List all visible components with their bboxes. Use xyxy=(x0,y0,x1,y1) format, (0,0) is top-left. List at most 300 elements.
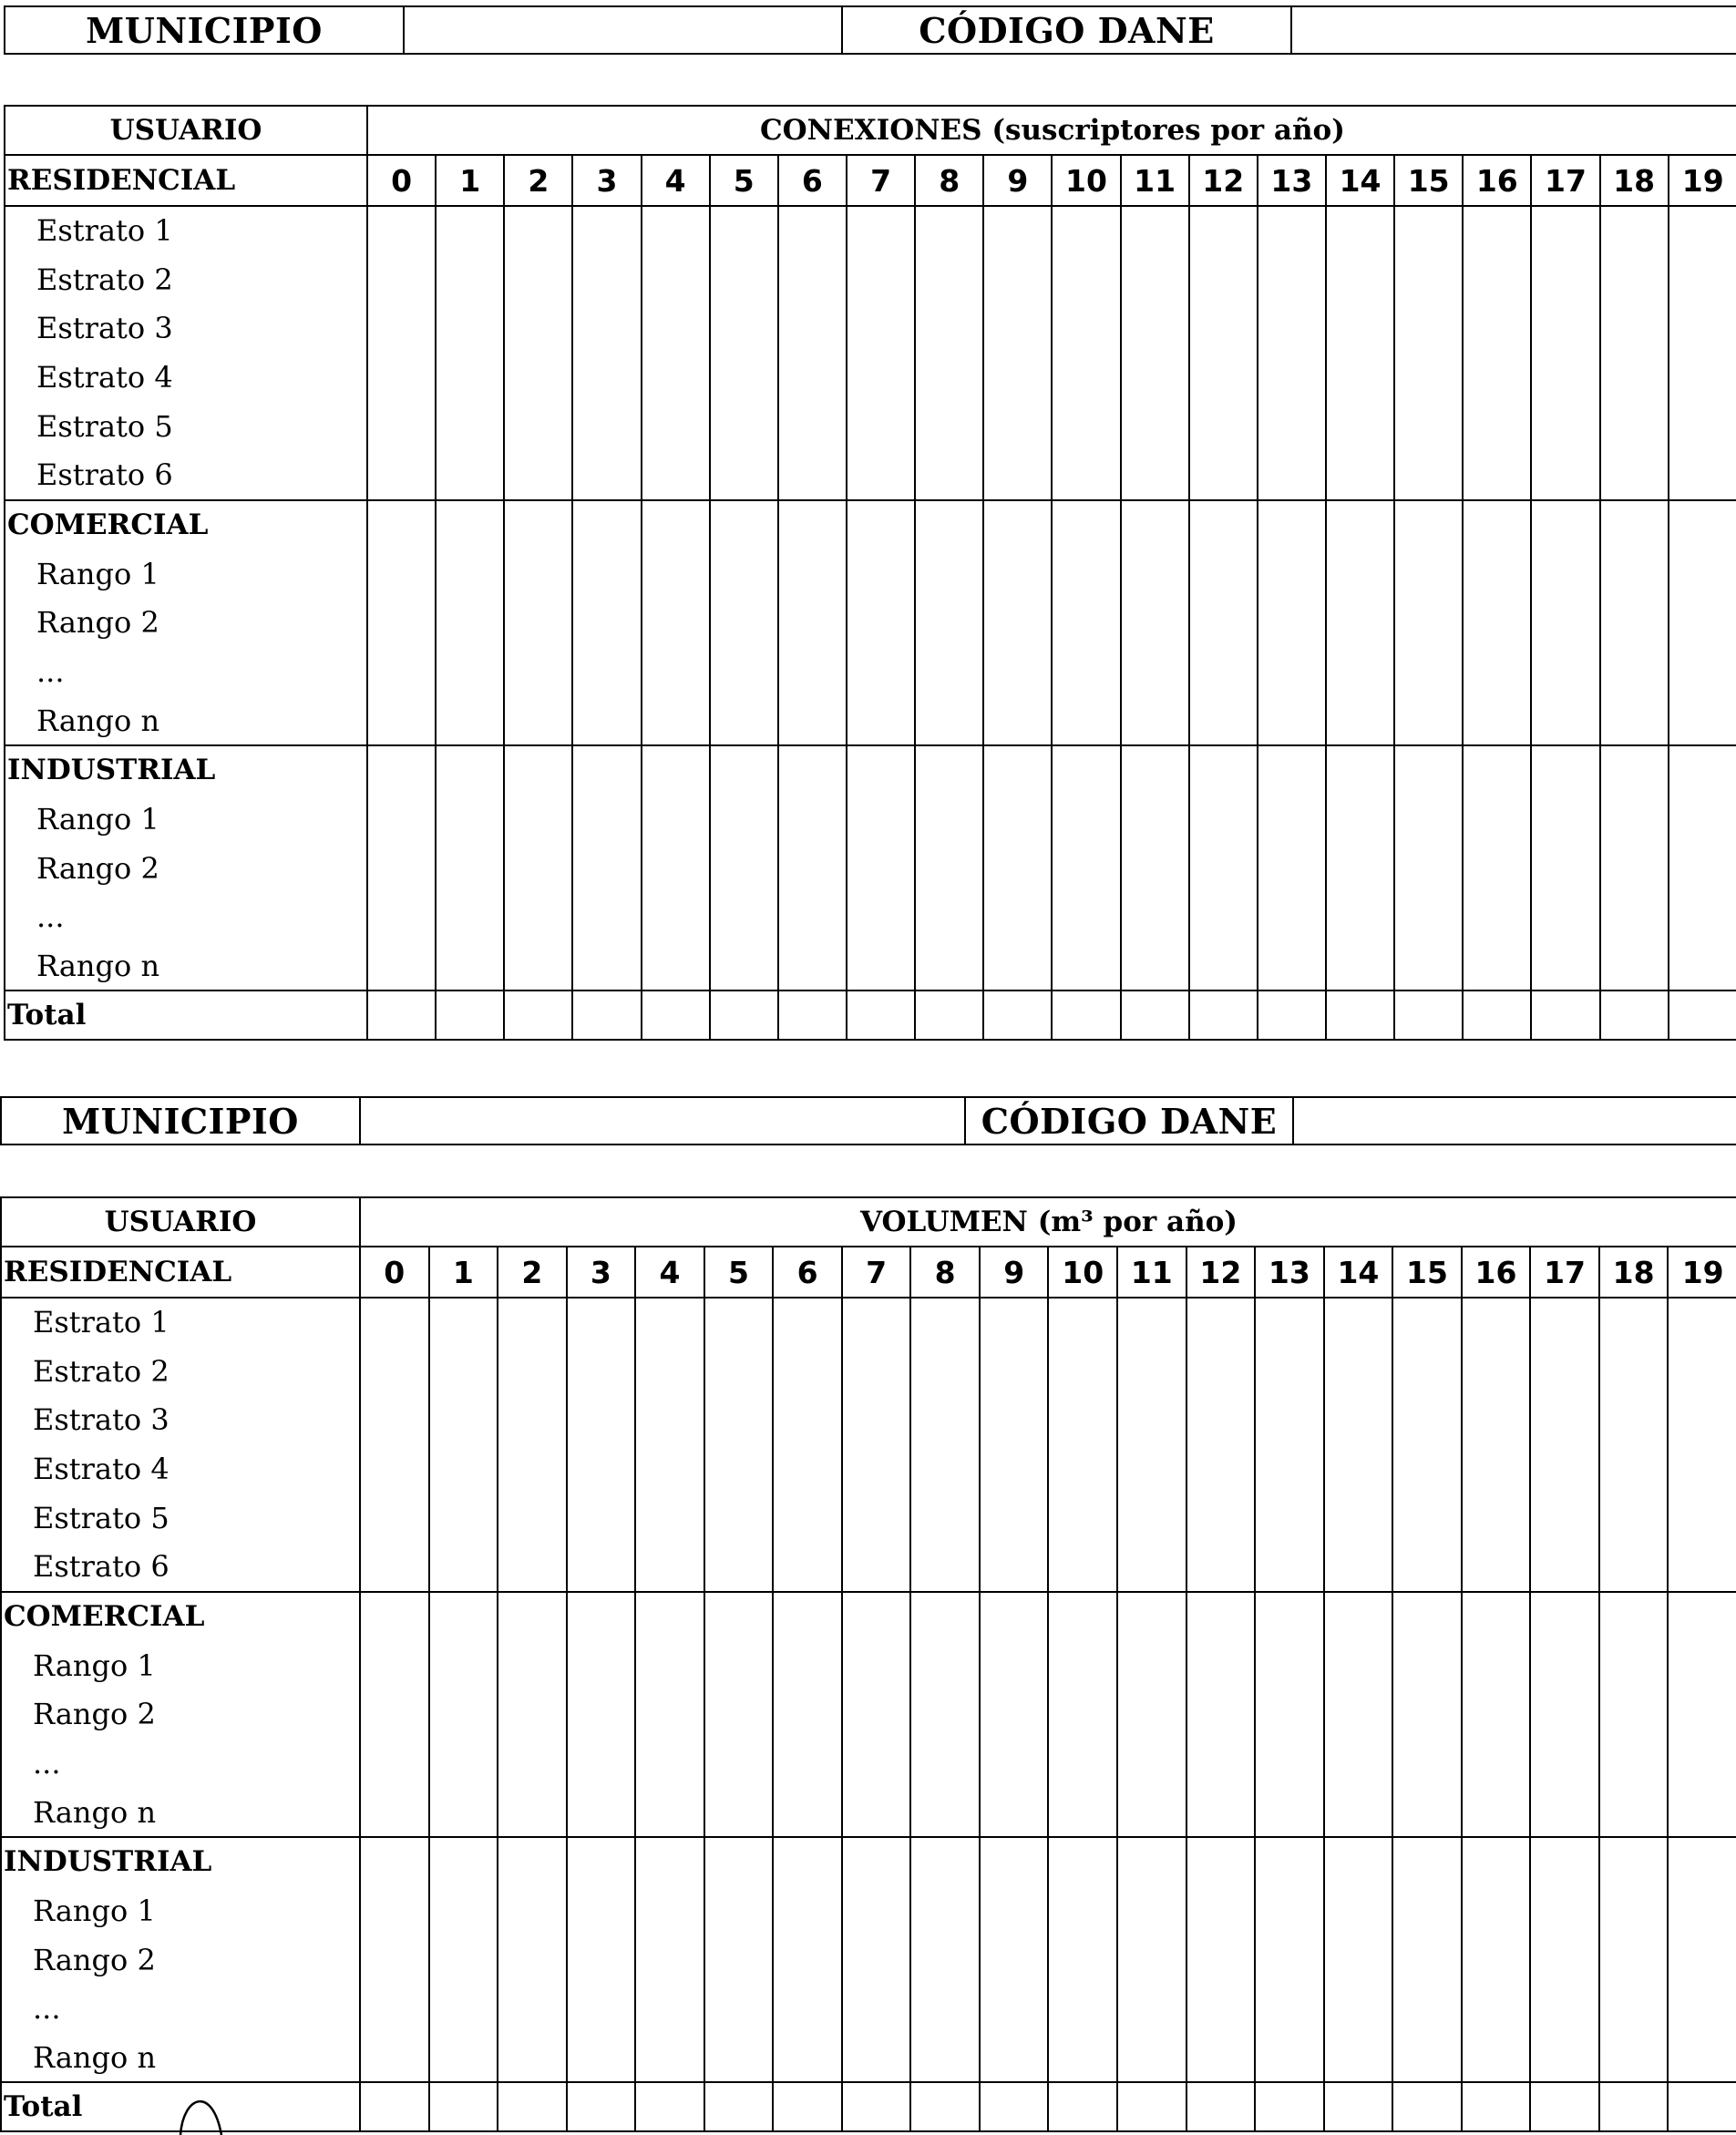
data-cell[interactable] xyxy=(1048,1690,1117,1740)
data-cell[interactable] xyxy=(1462,2033,1531,2082)
data-cell[interactable] xyxy=(704,1493,774,1543)
data-cell[interactable] xyxy=(1531,255,1599,304)
data-cell[interactable] xyxy=(1599,1444,1669,1493)
data-cell[interactable] xyxy=(367,206,436,255)
data-cell[interactable] xyxy=(1117,1985,1186,2034)
data-cell[interactable] xyxy=(710,500,778,549)
data-cell[interactable] xyxy=(1531,647,1599,696)
data-cell[interactable] xyxy=(572,353,641,402)
data-cell[interactable] xyxy=(1531,402,1599,451)
data-cell[interactable] xyxy=(367,549,436,599)
data-cell[interactable] xyxy=(567,1837,636,1886)
data-cell[interactable] xyxy=(1258,206,1326,255)
data-cell[interactable] xyxy=(567,1641,636,1690)
data-cell[interactable] xyxy=(1392,1641,1462,1690)
data-cell[interactable] xyxy=(1117,1935,1186,1985)
data-cell[interactable] xyxy=(1258,991,1326,1040)
data-cell[interactable] xyxy=(367,745,436,795)
data-cell[interactable] xyxy=(1326,255,1394,304)
data-cell[interactable] xyxy=(915,402,983,451)
data-cell[interactable] xyxy=(1117,1298,1186,1347)
data-cell[interactable] xyxy=(567,1592,636,1641)
data-cell[interactable] xyxy=(1394,304,1463,354)
data-cell[interactable] xyxy=(842,1985,911,2034)
data-cell[interactable] xyxy=(1669,599,1736,648)
data-cell[interactable] xyxy=(1669,941,1736,991)
data-cell[interactable] xyxy=(1189,500,1258,549)
data-cell[interactable] xyxy=(1530,1837,1599,1886)
data-cell[interactable] xyxy=(910,1739,980,1788)
data-cell[interactable] xyxy=(429,1690,498,1740)
data-cell[interactable] xyxy=(1668,1396,1736,1445)
data-cell[interactable] xyxy=(1600,599,1669,648)
data-cell[interactable] xyxy=(1668,1543,1736,1592)
data-cell[interactable] xyxy=(1189,647,1258,696)
data-cell[interactable] xyxy=(1258,745,1326,795)
data-cell[interactable] xyxy=(1600,647,1669,696)
data-cell[interactable] xyxy=(1121,745,1189,795)
data-cell[interactable] xyxy=(642,844,710,893)
data-cell[interactable] xyxy=(1186,1298,1256,1347)
data-cell[interactable] xyxy=(842,1543,911,1592)
data-cell[interactable] xyxy=(360,1690,429,1740)
data-cell[interactable] xyxy=(1186,1935,1256,1985)
data-cell[interactable] xyxy=(1189,745,1258,795)
data-cell[interactable] xyxy=(1052,991,1120,1040)
data-cell[interactable] xyxy=(710,745,778,795)
data-cell[interactable] xyxy=(1600,549,1669,599)
data-cell[interactable] xyxy=(710,255,778,304)
data-cell[interactable] xyxy=(980,1592,1049,1641)
data-cell[interactable] xyxy=(842,1690,911,1740)
data-cell[interactable] xyxy=(1052,206,1120,255)
data-cell[interactable] xyxy=(1186,1396,1256,1445)
data-cell[interactable] xyxy=(910,1396,980,1445)
data-cell[interactable] xyxy=(1392,1396,1462,1445)
data-cell[interactable] xyxy=(567,1935,636,1985)
data-cell[interactable] xyxy=(847,844,915,893)
data-cell[interactable] xyxy=(910,1592,980,1641)
data-cell[interactable] xyxy=(1048,2082,1117,2131)
data-cell[interactable] xyxy=(1392,1543,1462,1592)
data-cell[interactable] xyxy=(1462,1788,1531,1837)
data-cell[interactable] xyxy=(1668,1493,1736,1543)
data-cell[interactable] xyxy=(1599,1641,1669,1690)
data-cell[interactable] xyxy=(1531,795,1599,844)
data-cell[interactable] xyxy=(1255,1985,1324,2034)
data-cell[interactable] xyxy=(1462,1396,1531,1445)
data-cell[interactable] xyxy=(1600,402,1669,451)
data-cell[interactable] xyxy=(1394,599,1463,648)
data-cell[interactable] xyxy=(1463,549,1531,599)
data-cell[interactable] xyxy=(1600,941,1669,991)
data-cell[interactable] xyxy=(1121,206,1189,255)
data-cell[interactable] xyxy=(367,795,436,844)
codigo-dane-field[interactable] xyxy=(1294,1098,1736,1144)
data-cell[interactable] xyxy=(915,893,983,942)
data-cell[interactable] xyxy=(1052,745,1120,795)
data-cell[interactable] xyxy=(1462,1543,1531,1592)
data-cell[interactable] xyxy=(773,1592,842,1641)
data-cell[interactable] xyxy=(1394,402,1463,451)
data-cell[interactable] xyxy=(1121,795,1189,844)
data-cell[interactable] xyxy=(1599,1493,1669,1543)
codigo-dane-field[interactable] xyxy=(1292,7,1736,53)
data-cell[interactable] xyxy=(498,1592,567,1641)
data-cell[interactable] xyxy=(642,451,710,500)
data-cell[interactable] xyxy=(1394,991,1463,1040)
data-cell[interactable] xyxy=(983,255,1052,304)
data-cell[interactable] xyxy=(1326,941,1394,991)
data-cell[interactable] xyxy=(910,1298,980,1347)
data-cell[interactable] xyxy=(704,1641,774,1690)
data-cell[interactable] xyxy=(778,745,847,795)
data-cell[interactable] xyxy=(842,1298,911,1347)
data-cell[interactable] xyxy=(1600,304,1669,354)
data-cell[interactable] xyxy=(1669,893,1736,942)
data-cell[interactable] xyxy=(910,2033,980,2082)
data-cell[interactable] xyxy=(567,1788,636,1837)
data-cell[interactable] xyxy=(773,2033,842,2082)
data-cell[interactable] xyxy=(1186,1739,1256,1788)
data-cell[interactable] xyxy=(1324,1493,1393,1543)
data-cell[interactable] xyxy=(567,2033,636,2082)
data-cell[interactable] xyxy=(436,647,504,696)
data-cell[interactable] xyxy=(1048,1592,1117,1641)
data-cell[interactable] xyxy=(1189,255,1258,304)
data-cell[interactable] xyxy=(1392,2033,1462,2082)
data-cell[interactable] xyxy=(710,353,778,402)
data-cell[interactable] xyxy=(1463,304,1531,354)
data-cell[interactable] xyxy=(1600,206,1669,255)
data-cell[interactable] xyxy=(360,1739,429,1788)
data-cell[interactable] xyxy=(572,893,641,942)
data-cell[interactable] xyxy=(915,795,983,844)
data-cell[interactable] xyxy=(910,1837,980,1886)
data-cell[interactable] xyxy=(367,353,436,402)
data-cell[interactable] xyxy=(1324,1396,1393,1445)
data-cell[interactable] xyxy=(1186,2082,1256,2131)
data-cell[interactable] xyxy=(498,1298,567,1347)
data-cell[interactable] xyxy=(367,844,436,893)
data-cell[interactable] xyxy=(572,451,641,500)
data-cell[interactable] xyxy=(1599,1935,1669,1985)
data-cell[interactable] xyxy=(504,402,572,451)
data-cell[interactable] xyxy=(1669,402,1736,451)
data-cell[interactable] xyxy=(1600,353,1669,402)
data-cell[interactable] xyxy=(504,893,572,942)
data-cell[interactable] xyxy=(1121,304,1189,354)
data-cell[interactable] xyxy=(429,1444,498,1493)
data-cell[interactable] xyxy=(842,1396,911,1445)
data-cell[interactable] xyxy=(704,1837,774,1886)
data-cell[interactable] xyxy=(436,353,504,402)
data-cell[interactable] xyxy=(1255,2082,1324,2131)
data-cell[interactable] xyxy=(1530,1493,1599,1543)
data-cell[interactable] xyxy=(704,1935,774,1985)
data-cell[interactable] xyxy=(504,206,572,255)
data-cell[interactable] xyxy=(910,1985,980,2034)
data-cell[interactable] xyxy=(910,1641,980,1690)
data-cell[interactable] xyxy=(1189,206,1258,255)
data-cell[interactable] xyxy=(1668,1788,1736,1837)
data-cell[interactable] xyxy=(847,549,915,599)
data-cell[interactable] xyxy=(1600,893,1669,942)
data-cell[interactable] xyxy=(436,304,504,354)
data-cell[interactable] xyxy=(1117,2033,1186,2082)
data-cell[interactable] xyxy=(778,696,847,745)
data-cell[interactable] xyxy=(847,255,915,304)
data-cell[interactable] xyxy=(1530,1690,1599,1740)
data-cell[interactable] xyxy=(635,1493,704,1543)
data-cell[interactable] xyxy=(504,451,572,500)
data-cell[interactable] xyxy=(429,1837,498,1886)
data-cell[interactable] xyxy=(773,1690,842,1740)
data-cell[interactable] xyxy=(1599,1837,1669,1886)
data-cell[interactable] xyxy=(1463,647,1531,696)
data-cell[interactable] xyxy=(572,599,641,648)
data-cell[interactable] xyxy=(1530,1985,1599,2034)
data-cell[interactable] xyxy=(1600,500,1669,549)
data-cell[interactable] xyxy=(504,500,572,549)
data-cell[interactable] xyxy=(1463,402,1531,451)
data-cell[interactable] xyxy=(1255,1592,1324,1641)
data-cell[interactable] xyxy=(498,1690,567,1740)
data-cell[interactable] xyxy=(773,1444,842,1493)
data-cell[interactable] xyxy=(1048,2033,1117,2082)
data-cell[interactable] xyxy=(1189,353,1258,402)
data-cell[interactable] xyxy=(635,2033,704,2082)
data-cell[interactable] xyxy=(504,255,572,304)
data-cell[interactable] xyxy=(710,451,778,500)
data-cell[interactable] xyxy=(360,1592,429,1641)
data-cell[interactable] xyxy=(983,304,1052,354)
data-cell[interactable] xyxy=(704,1788,774,1837)
data-cell[interactable] xyxy=(1669,647,1736,696)
data-cell[interactable] xyxy=(1531,844,1599,893)
data-cell[interactable] xyxy=(1326,304,1394,354)
data-cell[interactable] xyxy=(1462,1935,1531,1985)
data-cell[interactable] xyxy=(1255,2033,1324,2082)
data-cell[interactable] xyxy=(1392,1886,1462,1935)
data-cell[interactable] xyxy=(1530,1347,1599,1396)
data-cell[interactable] xyxy=(1048,1444,1117,1493)
data-cell[interactable] xyxy=(704,1298,774,1347)
data-cell[interactable] xyxy=(710,599,778,648)
data-cell[interactable] xyxy=(1530,1935,1599,1985)
data-cell[interactable] xyxy=(1324,1935,1393,1985)
data-cell[interactable] xyxy=(1324,2033,1393,2082)
data-cell[interactable] xyxy=(642,304,710,354)
data-cell[interactable] xyxy=(1392,1298,1462,1347)
data-cell[interactable] xyxy=(1258,402,1326,451)
data-cell[interactable] xyxy=(1052,941,1120,991)
data-cell[interactable] xyxy=(1531,893,1599,942)
data-cell[interactable] xyxy=(504,941,572,991)
data-cell[interactable] xyxy=(1324,1886,1393,1935)
data-cell[interactable] xyxy=(1462,1444,1531,1493)
data-cell[interactable] xyxy=(1530,1592,1599,1641)
data-cell[interactable] xyxy=(642,647,710,696)
data-cell[interactable] xyxy=(1048,1396,1117,1445)
data-cell[interactable] xyxy=(504,599,572,648)
data-cell[interactable] xyxy=(704,1396,774,1445)
data-cell[interactable] xyxy=(635,1985,704,2034)
data-cell[interactable] xyxy=(710,844,778,893)
data-cell[interactable] xyxy=(1258,500,1326,549)
data-cell[interactable] xyxy=(642,941,710,991)
data-cell[interactable] xyxy=(710,893,778,942)
data-cell[interactable] xyxy=(704,1347,774,1396)
data-cell[interactable] xyxy=(1048,1347,1117,1396)
data-cell[interactable] xyxy=(1186,1788,1256,1837)
data-cell[interactable] xyxy=(1669,451,1736,500)
data-cell[interactable] xyxy=(572,647,641,696)
data-cell[interactable] xyxy=(1121,893,1189,942)
data-cell[interactable] xyxy=(635,1837,704,1886)
data-cell[interactable] xyxy=(1324,1985,1393,2034)
data-cell[interactable] xyxy=(498,2082,567,2131)
data-cell[interactable] xyxy=(1463,353,1531,402)
data-cell[interactable] xyxy=(642,795,710,844)
data-cell[interactable] xyxy=(498,1493,567,1543)
data-cell[interactable] xyxy=(704,1543,774,1592)
data-cell[interactable] xyxy=(635,1298,704,1347)
data-cell[interactable] xyxy=(429,1347,498,1396)
data-cell[interactable] xyxy=(1186,1837,1256,1886)
data-cell[interactable] xyxy=(1530,2033,1599,2082)
data-cell[interactable] xyxy=(847,304,915,354)
data-cell[interactable] xyxy=(360,1444,429,1493)
data-cell[interactable] xyxy=(1668,1886,1736,1935)
data-cell[interactable] xyxy=(1531,941,1599,991)
data-cell[interactable] xyxy=(1668,1985,1736,2034)
data-cell[interactable] xyxy=(498,1837,567,1886)
data-cell[interactable] xyxy=(498,1543,567,1592)
data-cell[interactable] xyxy=(1255,1886,1324,1935)
data-cell[interactable] xyxy=(847,206,915,255)
data-cell[interactable] xyxy=(1668,1444,1736,1493)
data-cell[interactable] xyxy=(1189,451,1258,500)
data-cell[interactable] xyxy=(983,451,1052,500)
data-cell[interactable] xyxy=(1531,696,1599,745)
data-cell[interactable] xyxy=(1394,844,1463,893)
data-cell[interactable] xyxy=(429,1788,498,1837)
data-cell[interactable] xyxy=(1255,1739,1324,1788)
data-cell[interactable] xyxy=(1669,500,1736,549)
data-cell[interactable] xyxy=(910,1444,980,1493)
data-cell[interactable] xyxy=(1186,1886,1256,1935)
data-cell[interactable] xyxy=(1669,844,1736,893)
data-cell[interactable] xyxy=(980,1444,1049,1493)
data-cell[interactable] xyxy=(1189,795,1258,844)
data-cell[interactable] xyxy=(778,647,847,696)
data-cell[interactable] xyxy=(367,451,436,500)
data-cell[interactable] xyxy=(436,599,504,648)
data-cell[interactable] xyxy=(1463,500,1531,549)
data-cell[interactable] xyxy=(980,1739,1049,1788)
data-cell[interactable] xyxy=(983,599,1052,648)
data-cell[interactable] xyxy=(1048,1739,1117,1788)
data-cell[interactable] xyxy=(1048,1886,1117,1935)
data-cell[interactable] xyxy=(498,1985,567,2034)
data-cell[interactable] xyxy=(1669,206,1736,255)
data-cell[interactable] xyxy=(1392,1788,1462,1837)
data-cell[interactable] xyxy=(1324,1444,1393,1493)
data-cell[interactable] xyxy=(915,941,983,991)
data-cell[interactable] xyxy=(642,353,710,402)
data-cell[interactable] xyxy=(1463,255,1531,304)
data-cell[interactable] xyxy=(1599,1739,1669,1788)
data-cell[interactable] xyxy=(1324,2082,1393,2131)
data-cell[interactable] xyxy=(1189,549,1258,599)
data-cell[interactable] xyxy=(1394,549,1463,599)
data-cell[interactable] xyxy=(1600,795,1669,844)
data-cell[interactable] xyxy=(360,1641,429,1690)
data-cell[interactable] xyxy=(436,696,504,745)
data-cell[interactable] xyxy=(1668,1935,1736,1985)
data-cell[interactable] xyxy=(635,1690,704,1740)
data-cell[interactable] xyxy=(1530,1298,1599,1347)
data-cell[interactable] xyxy=(1052,500,1120,549)
data-cell[interactable] xyxy=(1186,1592,1256,1641)
data-cell[interactable] xyxy=(635,1739,704,1788)
data-cell[interactable] xyxy=(842,1347,911,1396)
data-cell[interactable] xyxy=(1392,1347,1462,1396)
data-cell[interactable] xyxy=(1117,2082,1186,2131)
data-cell[interactable] xyxy=(504,844,572,893)
data-cell[interactable] xyxy=(367,647,436,696)
data-cell[interactable] xyxy=(1258,599,1326,648)
data-cell[interactable] xyxy=(498,1396,567,1445)
data-cell[interactable] xyxy=(1048,1641,1117,1690)
data-cell[interactable] xyxy=(847,402,915,451)
data-cell[interactable] xyxy=(1326,795,1394,844)
data-cell[interactable] xyxy=(1052,844,1120,893)
data-cell[interactable] xyxy=(1117,1641,1186,1690)
data-cell[interactable] xyxy=(1599,2033,1669,2082)
data-cell[interactable] xyxy=(1462,1739,1531,1788)
data-cell[interactable] xyxy=(642,991,710,1040)
data-cell[interactable] xyxy=(1394,745,1463,795)
data-cell[interactable] xyxy=(504,549,572,599)
data-cell[interactable] xyxy=(642,745,710,795)
data-cell[interactable] xyxy=(778,402,847,451)
data-cell[interactable] xyxy=(367,304,436,354)
data-cell[interactable] xyxy=(360,1396,429,1445)
data-cell[interactable] xyxy=(980,2033,1049,2082)
data-cell[interactable] xyxy=(1258,941,1326,991)
data-cell[interactable] xyxy=(436,255,504,304)
data-cell[interactable] xyxy=(429,1592,498,1641)
data-cell[interactable] xyxy=(1463,599,1531,648)
data-cell[interactable] xyxy=(704,1690,774,1740)
data-cell[interactable] xyxy=(1326,451,1394,500)
data-cell[interactable] xyxy=(1531,549,1599,599)
data-cell[interactable] xyxy=(910,1886,980,1935)
data-cell[interactable] xyxy=(980,2082,1049,2131)
data-cell[interactable] xyxy=(1463,844,1531,893)
data-cell[interactable] xyxy=(1258,304,1326,354)
data-cell[interactable] xyxy=(1258,353,1326,402)
data-cell[interactable] xyxy=(1121,549,1189,599)
data-cell[interactable] xyxy=(1255,1543,1324,1592)
data-cell[interactable] xyxy=(1599,1298,1669,1347)
data-cell[interactable] xyxy=(635,1886,704,1935)
data-cell[interactable] xyxy=(1121,500,1189,549)
data-cell[interactable] xyxy=(1599,1396,1669,1445)
data-cell[interactable] xyxy=(642,893,710,942)
